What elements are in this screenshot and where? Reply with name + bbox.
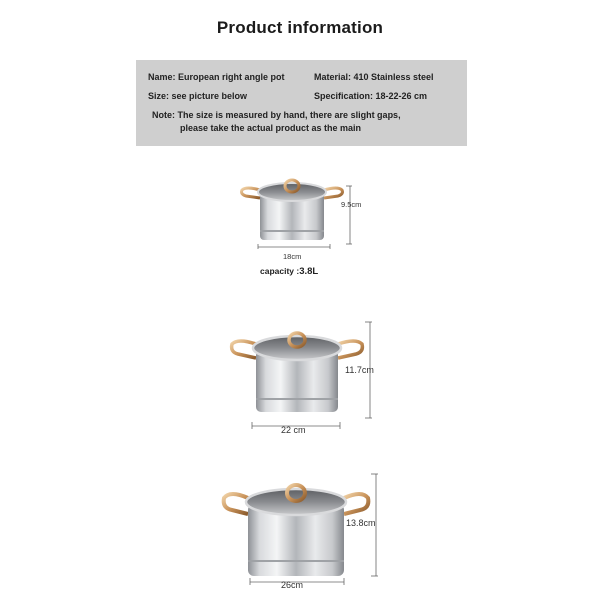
pot-medium-width-label: 22 cm (281, 425, 306, 435)
pot-small-height-label: 9.5cm (341, 200, 362, 209)
info-panel (136, 60, 467, 146)
pot-small-width-label: 18cm (283, 252, 302, 261)
capacity-label: capacity : (260, 266, 300, 276)
product-name: Name: European right angle pot (148, 72, 285, 82)
pot-small-dimension-lines (240, 182, 360, 252)
pot-large-width-label: 26cm (281, 580, 304, 590)
pot-medium-dimension-lines (244, 318, 384, 433)
capacity-value: 3.8L (299, 266, 319, 277)
product-size: Size: see picture below (148, 91, 248, 101)
pot-large-height-label: 13.8cm (346, 518, 376, 528)
product-note-line-2: please take the actual product as the main (180, 123, 362, 133)
product-note-line-1: Note: The size is measured by hand, there are slight gaps, (152, 110, 401, 120)
pot-medium-height-label: 11.7cm (345, 365, 374, 375)
capacity-text (260, 266, 318, 277)
product-material: Material: 410 Stainless steel (314, 72, 434, 82)
page-title: Product information (216, 18, 384, 37)
product-specification: Specification: 18-22-26 cm (314, 91, 428, 101)
pot-large-dimension-lines (244, 470, 384, 594)
